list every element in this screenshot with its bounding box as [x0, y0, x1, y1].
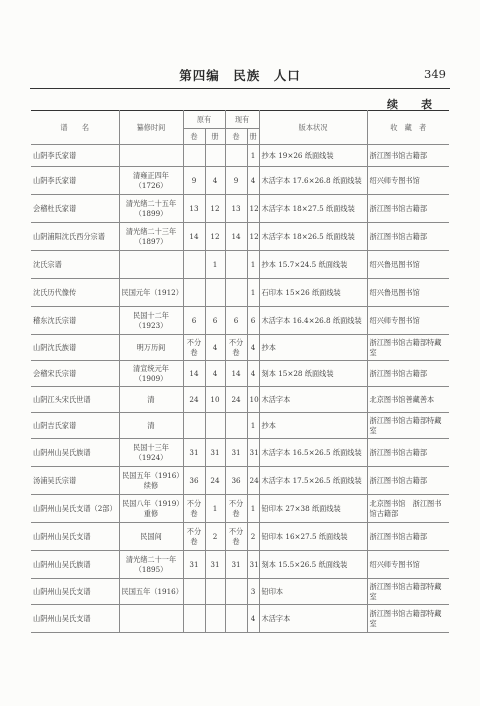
original-volumes: 31: [183, 551, 205, 579]
compile-time: 民国五年（1916）: [119, 579, 183, 605]
current-ce: 24: [247, 467, 259, 495]
table-row: [31, 167, 449, 195]
genealogy-table: [31, 110, 449, 633]
original-ce: 2: [205, 523, 225, 551]
table-row: [31, 195, 449, 223]
original-ce: 4: [205, 335, 225, 361]
collector: 绍兴师专图书馆: [367, 167, 449, 195]
collector: 浙江图书馆古籍部特藏室: [367, 605, 449, 633]
current-ce: 1: [247, 251, 259, 279]
original-ce: [205, 579, 225, 605]
current-ce: 31: [247, 551, 259, 579]
current-ce: 12: [247, 195, 259, 223]
edition-condition: 木活字本 17.5×26.5 纸面线装: [259, 467, 367, 495]
original-volumes: 不分卷: [183, 495, 205, 523]
original-ce: 12: [205, 223, 225, 251]
edition-condition: 铅印本: [259, 579, 367, 605]
edition-condition: 刻本 15.5×26.5 纸面线装: [259, 551, 367, 579]
compile-time: [119, 145, 183, 167]
current-ce: 31: [247, 439, 259, 467]
genealogy-name: 山阴江头宋氏世谱: [31, 387, 119, 413]
original-volumes: 24: [183, 387, 205, 413]
original-volumes: 36: [183, 467, 205, 495]
compile-time: [119, 251, 183, 279]
compile-time: 清光绪二十五年（1899）: [119, 195, 183, 223]
original-volumes: [183, 579, 205, 605]
genealogy-name: 山阴州山吴氏族谱: [31, 551, 119, 579]
current-ce: 12: [247, 223, 259, 251]
genealogy-name: 山阴浦阳沈氏西分宗谱: [31, 223, 119, 251]
collector: 浙江图书馆古籍部特藏室: [367, 579, 449, 605]
original-volumes: 不分卷: [183, 335, 205, 361]
current-volumes: 31: [225, 439, 247, 467]
original-volumes: 14: [183, 361, 205, 387]
header-current-volume: 卷: [225, 129, 247, 145]
original-volumes: [183, 605, 205, 633]
table-row: [31, 279, 449, 307]
edition-condition: 木活字本 18×27.5 纸面线装: [259, 195, 367, 223]
collector: 绍兴鲁迅图书馆: [367, 251, 449, 279]
compile-time: 清光绪二十一年（1895）: [119, 551, 183, 579]
table-row: [31, 605, 449, 633]
edition-condition: 抄本: [259, 413, 367, 439]
header-collector: 收 藏 者: [367, 111, 449, 145]
current-volumes: [225, 251, 247, 279]
edition-condition: 抄本 19×26 纸面线装: [259, 145, 367, 167]
genealogy-name: 沈氏历代像传: [31, 279, 119, 307]
table-row: [31, 523, 449, 551]
current-volumes: 24: [225, 387, 247, 413]
original-volumes: [183, 145, 205, 167]
original-ce: 4: [205, 361, 225, 387]
compile-time: 民国五年（1916）续修: [119, 467, 183, 495]
page-number: 349: [424, 67, 446, 81]
genealogy-name: 汤浦吴氏宗谱: [31, 467, 119, 495]
original-volumes: 14: [183, 223, 205, 251]
genealogy-name: 山阴李氏家谱: [31, 167, 119, 195]
edition-condition: 刻本 15×28 纸面线装: [259, 361, 367, 387]
original-volumes: 9: [183, 167, 205, 195]
compile-time: [119, 605, 183, 633]
current-ce: 6: [247, 307, 259, 335]
collector: 浙江图书馆古籍部特藏室: [367, 413, 449, 439]
original-volumes: 31: [183, 439, 205, 467]
collector: 浙江图书馆古籍部: [367, 361, 449, 387]
compile-time: 清光绪二十三年（1897）: [119, 223, 183, 251]
edition-condition: 石印本 15×26 纸面线装: [259, 279, 367, 307]
header-condition: 版本状况: [259, 111, 367, 145]
compile-time: 民国间: [119, 523, 183, 551]
current-volumes: [225, 605, 247, 633]
table-row: [31, 413, 449, 439]
compile-time: 清: [119, 413, 183, 439]
edition-condition: 木活字本 16.4×26.8 纸面线装: [259, 307, 367, 335]
compile-time: 民国元年（1912）: [119, 279, 183, 307]
edition-condition: 铅印本 27×38 纸面线装: [259, 495, 367, 523]
genealogy-name: 山阴吉氏家谱: [31, 413, 119, 439]
current-volumes: 6: [225, 307, 247, 335]
original-volumes: [183, 279, 205, 307]
original-ce: 12: [205, 195, 225, 223]
table-row: [31, 223, 449, 251]
current-volumes: [225, 279, 247, 307]
genealogy-name: 沈氏宗谱: [31, 251, 119, 279]
collector: 浙江图书馆古籍部: [367, 145, 449, 167]
table-row: [31, 551, 449, 579]
current-volumes: 36: [225, 467, 247, 495]
collector: 浙江图书馆古籍部: [367, 467, 449, 495]
header-current-ce: 册: [247, 129, 259, 145]
genealogy-name: 山阴州山吴氏支谱（2部）: [31, 495, 119, 523]
genealogy-name: 山阴李氏家谱: [31, 145, 119, 167]
current-ce: 10: [247, 387, 259, 413]
original-ce: [205, 413, 225, 439]
genealogy-name: 山阴沈氏族谱: [31, 335, 119, 361]
original-volumes: [183, 413, 205, 439]
current-volumes: [225, 579, 247, 605]
genealogy-name: 山阴州山吴氏支谱: [31, 579, 119, 605]
original-volumes: 不分卷: [183, 523, 205, 551]
compile-time: 清: [119, 387, 183, 413]
header-time: 纂修时间: [119, 111, 183, 145]
collector: 北京图书馆善藏善本: [367, 387, 449, 413]
table-row: [31, 495, 449, 523]
original-ce: [205, 605, 225, 633]
header-original-volume: 卷: [183, 129, 205, 145]
genealogy-name: 会稽杜氏家谱: [31, 195, 119, 223]
header-current: 现有: [225, 111, 259, 129]
current-volumes: 13: [225, 195, 247, 223]
current-volumes: 不分卷: [225, 335, 247, 361]
current-ce: 4: [247, 167, 259, 195]
compile-time: 民国十三年（1924）: [119, 439, 183, 467]
edition-condition: 木活字本 16.5×26.5 纸面线装: [259, 439, 367, 467]
current-volumes: 14: [225, 223, 247, 251]
collector: 浙江图书馆古籍部: [367, 439, 449, 467]
table-row: [31, 467, 449, 495]
edition-condition: 铅印本 16×27.5 纸面线装: [259, 523, 367, 551]
table-row: [31, 335, 449, 361]
edition-condition: 木活字本 17.6×26.8 纸面线装: [259, 167, 367, 195]
collector: 绍兴师专图书馆: [367, 307, 449, 335]
table-row: [31, 145, 449, 167]
header-original: 原有: [183, 111, 225, 129]
collector: 浙江图书馆古籍部: [367, 523, 449, 551]
collector: 浙江图书馆古籍部特藏室: [367, 335, 449, 361]
current-volumes: [225, 413, 247, 439]
current-volumes: 不分卷: [225, 523, 247, 551]
edition-condition: 木活字本: [259, 387, 367, 413]
table-row: [31, 251, 449, 279]
current-volumes: 9: [225, 167, 247, 195]
genealogy-name: 会稽宋氏宗谱: [31, 361, 119, 387]
original-volumes: [183, 251, 205, 279]
original-ce: 24: [205, 467, 225, 495]
continued-label: 续 表: [387, 98, 438, 111]
compile-time: 清宣统元年（1909）: [119, 361, 183, 387]
edition-condition: 抄本 15.7×24.5 纸面线装: [259, 251, 367, 279]
current-ce: 1: [247, 413, 259, 439]
table-row: [31, 361, 449, 387]
original-ce: 31: [205, 439, 225, 467]
table-row: [31, 307, 449, 335]
current-ce: 4: [247, 361, 259, 387]
original-ce: 6: [205, 307, 225, 335]
edition-condition: 抄本: [259, 335, 367, 361]
current-ce: 1: [247, 279, 259, 307]
genealogy-name: 山阴州山吴氏支谱: [31, 523, 119, 551]
current-ce: 3: [247, 579, 259, 605]
original-ce: 1: [205, 251, 225, 279]
original-ce: 1: [205, 495, 225, 523]
original-volumes: 6: [183, 307, 205, 335]
edition-condition: 木活字本 18×26.5 纸面线装: [259, 223, 367, 251]
genealogy-name: 稽东沈氏宗谱: [31, 307, 119, 335]
original-volumes: 13: [183, 195, 205, 223]
current-volumes: 14: [225, 361, 247, 387]
collector: 北京图书馆 浙江图书馆古籍部: [367, 495, 449, 523]
current-ce: 4: [247, 605, 259, 633]
table-row: [31, 439, 449, 467]
compile-time: 民国十二年（1923）: [119, 307, 183, 335]
collector: 绍兴鲁迅图书馆: [367, 279, 449, 307]
current-ce: 2: [247, 523, 259, 551]
original-ce: [205, 145, 225, 167]
compile-time: 明万历间: [119, 335, 183, 361]
current-ce: 1: [247, 145, 259, 167]
current-volumes: 31: [225, 551, 247, 579]
current-volumes: [225, 145, 247, 167]
current-ce: 4: [247, 335, 259, 361]
current-volumes: 不分卷: [225, 495, 247, 523]
table-row: [31, 579, 449, 605]
genealogy-name: 山阴州山吴氏支谱: [31, 605, 119, 633]
original-ce: 31: [205, 551, 225, 579]
collector: 浙江图书馆古籍部: [367, 195, 449, 223]
table-row: [31, 387, 449, 413]
page-header: [30, 64, 450, 89]
header-original-ce: 册: [205, 129, 225, 145]
header-name: 谱 名: [31, 111, 119, 145]
section-title: 第四编 民族 人口: [179, 68, 301, 83]
original-ce: 4: [205, 167, 225, 195]
collector: 绍兴师专图书馆: [367, 551, 449, 579]
compile-time: 清雍正四年（1726）: [119, 167, 183, 195]
collector: 浙江图书馆古籍部: [367, 223, 449, 251]
original-ce: [205, 279, 225, 307]
edition-condition: 木活字本: [259, 605, 367, 633]
compile-time: 民国八年（1919）重修: [119, 495, 183, 523]
original-ce: 10: [205, 387, 225, 413]
current-ce: 1: [247, 495, 259, 523]
genealogy-name: 山阴州山吴氏族谱: [31, 439, 119, 467]
